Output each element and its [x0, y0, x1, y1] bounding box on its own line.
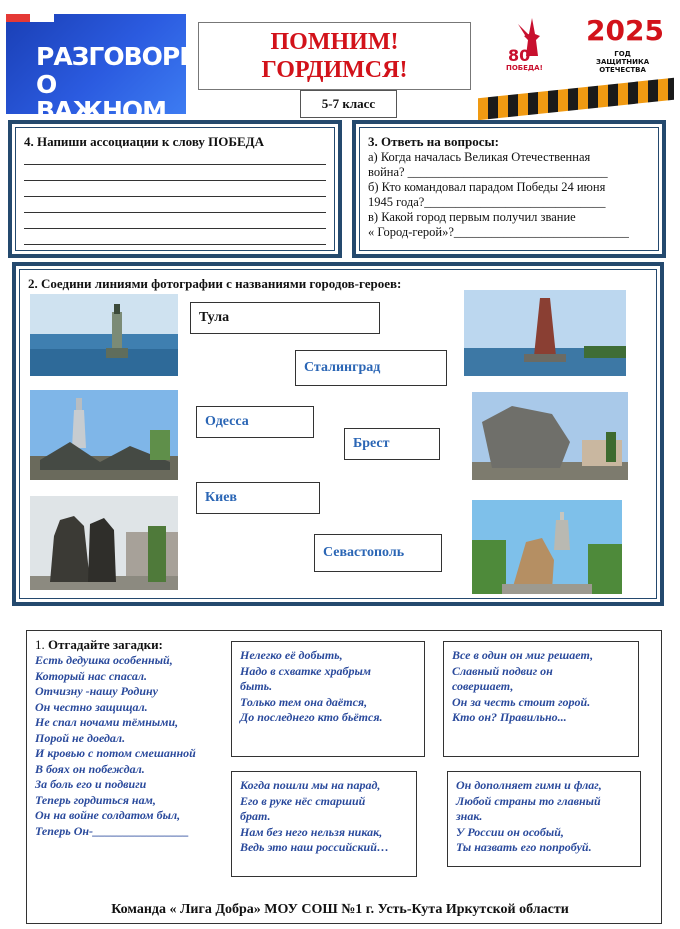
city-box-stalingrad[interactable]: Сталинград: [295, 350, 447, 386]
photo-tula-soldiers[interactable]: [30, 496, 178, 590]
year-number: 2025: [586, 14, 664, 47]
task3-title: 3. Ответь на вопросы:: [368, 134, 499, 149]
question-3b[interactable]: « Город-герой»?____________________________: [368, 225, 629, 239]
answer-line[interactable]: [24, 180, 326, 181]
page-title: [198, 22, 471, 90]
footer-credits: Команда « Лига Добра» МОУ СОШ №1 г. Усть-Кута Иркутской области: [111, 902, 569, 917]
task2-title: 2. Соедини линиями фотографии с названиями городов-героев:: [28, 276, 402, 291]
task4-title: 4. Напиши ассоциации к слову ПОБЕДА: [24, 134, 265, 149]
riddle-box-2: Нелегко её добыть, Надо в схватке храбрым быть. Только тем она даётся, До последнего кто бьётся.: [231, 641, 425, 757]
answer-line[interactable]: [24, 228, 326, 229]
city-box-kiev[interactable]: Киев: [196, 482, 320, 514]
task2-panel: [12, 262, 664, 606]
logo-stripe: [30, 14, 54, 22]
task1-panel: [26, 630, 662, 924]
photo-sevastopol-monument[interactable]: [30, 294, 178, 376]
question-3a: в) Какой город первым получил звание: [368, 210, 576, 224]
answer-line[interactable]: [24, 244, 326, 245]
question-1a: а) Когда началась Великая Отечественная: [368, 150, 591, 164]
photo-odessa-obelisk[interactable]: [464, 290, 626, 376]
task4-panel: [8, 120, 342, 258]
logo-text-line1: РАЗГОВОРЫ: [36, 42, 205, 71]
victory-80-number: 80: [508, 46, 531, 65]
question-2a: б) Кто командовал парадом Победы 24 июня: [368, 180, 606, 194]
grade-label: 5-7 класс: [300, 90, 397, 118]
riddle-box-3: Все в один он миг решает, Славный подвиг он совершает, Он за честь стоит горой. Кто он? Правильно...: [443, 641, 639, 757]
logo-text-line2: О ВАЖНОМ: [36, 70, 167, 125]
task3-panel: [352, 120, 666, 258]
task1-title: 1. Отгадайте загадки:: [35, 637, 163, 652]
title-line2: ГОРДИМСЯ!: [261, 57, 408, 83]
title-line1: ПОМНИМ!: [270, 29, 399, 55]
city-box-tula[interactable]: Тула: [190, 302, 380, 334]
razgovory-logo: [6, 14, 205, 125]
question-1b[interactable]: война? ________________________________: [368, 165, 608, 179]
photo-stalingrad-mamayev[interactable]: [472, 500, 622, 594]
city-box-brest[interactable]: Брест: [344, 428, 440, 460]
riddle-main: Есть дедушка особенный, Который нас спасал. Отчизну -нашу Родину Он честно защищал. Не спал ночами тёмными, Порой не доедал. И кровью с потом смешанной В боях он побеждал. За боль его и подвиги Теперь гордиться нам, Он на войне солдатом был, Теперь Он-________________: [35, 653, 196, 838]
answer-line[interactable]: [24, 212, 326, 213]
task3-content: [368, 134, 664, 240]
logo-stripe: [6, 14, 30, 22]
riddle-box-4: Когда пошли мы на парад, Его в руке нёс старший брат. Нам без него нельзя никак, Ведь это наш российский…: [231, 771, 417, 877]
answer-line[interactable]: [24, 164, 326, 165]
year-of-defender-logo: [478, 10, 674, 114]
st-george-ribbon: [478, 78, 674, 121]
city-box-odessa[interactable]: Одесса: [196, 406, 314, 438]
victory-word: ПОБЕДА!: [506, 64, 543, 72]
year-caption: ГОД ЗАЩИТНИКА ОТЕЧЕСТВА: [596, 50, 650, 74]
photo-kiev-motherland[interactable]: [30, 390, 178, 480]
city-box-sevastopol[interactable]: Севастополь: [314, 534, 442, 572]
answer-line[interactable]: [24, 196, 326, 197]
question-2b[interactable]: 1945 года?_____________________________: [368, 195, 606, 209]
photo-brest-fortress[interactable]: [472, 392, 628, 480]
riddle-box-5: Он дополняет гимн и флаг, Любой страны то главный знак. У России он особый, Ты назвать его попробуй.: [447, 771, 641, 867]
